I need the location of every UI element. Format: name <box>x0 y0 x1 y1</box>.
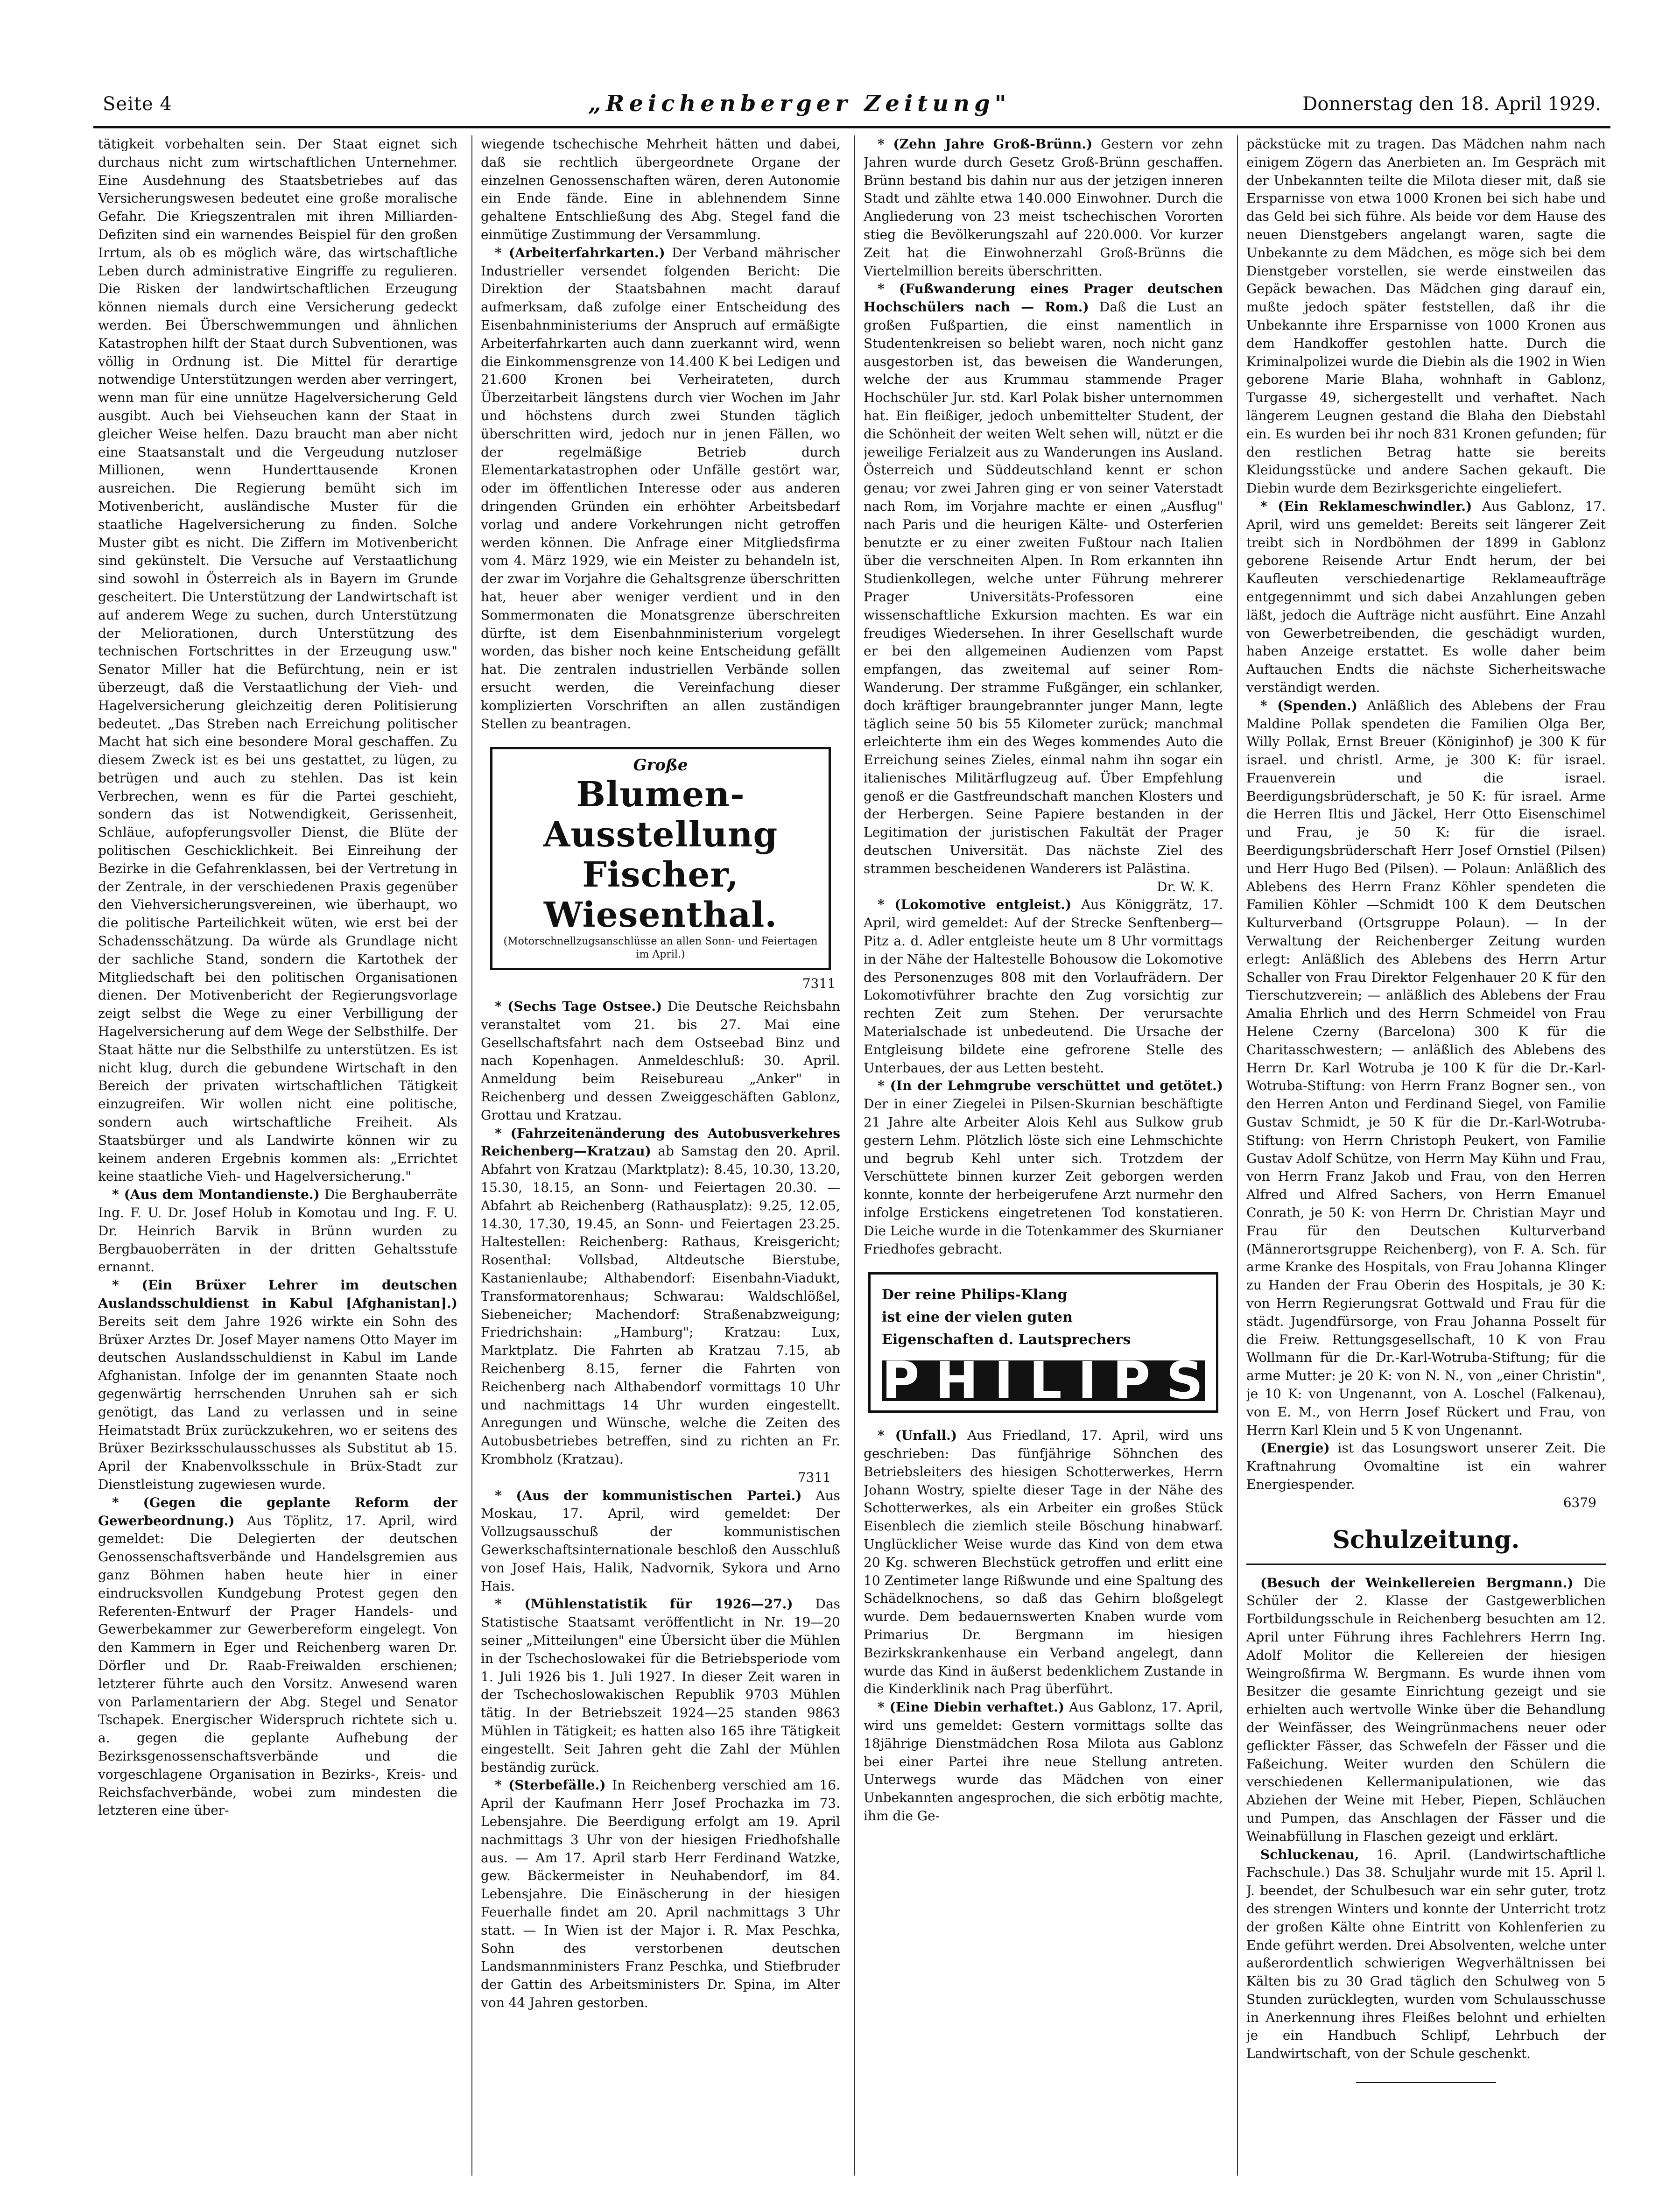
news-item-heading: (Besuch der Weinkellereien Bergmann.) <box>1260 1575 1574 1591</box>
news-item-text: Daß die Lust an großen Fußpartien, die einst namentlich in Studentenkreisen so beliebt waren, noch nicht ganz ausgestorben ist, das beweisen die Wanderungen, welche der aus Krummau stammende Prager Hochschüler Jur. std. Karl Polak bisher unternommen hat. Ein fleißiger, jedoch unbemittelter Student, der die Schönheit der weiten Welt sehen will, nützt er die jeweilige Ferialzeit aus zu Wanderungen ins Ausland. Österreich und Süddeutschland kennt er schon genau; vor zwei Jahren ging er von seiner Vaterstadt nach Rom, im Vorjahre machte er einen „Ausflug" nach Paris und die heurigen Kälte- und Osterferien benutzte er zu einer zweiten Fußtour nach Italien über die verschneiten Alpen. In Rom erkannten ihn Studienkollegen, welche unter Führung mehrerer Prager Universitäts-Professoren eine wissenschaftliche Exkursion machten. Es war ein freudiges Wiedersehen. In ihrer Gesellschaft wurde er bei den allgemeinen Audienzen vom Papst empfangen, das zweitemal auf seiner Rom-Wanderung. Der stramme Fußgänger, ein schlanker, doch kräftiger braungebrannter junger Mann, legte täglich seine 50 bis 55 Kilometer zurück; manchmal erleichterte ihm ein des Weges kommendes Auto die Erreichung seines Zieles, einmal nahm ihn sogar ein italienisches Militärflugzeug auf. Über Empfehlung genoß er die Gastfreundschaft manchen Klosters und der Herbergen. Seine Papiere bestanden in der Legitimation der juristischen Fakultät der Prager deutschen Universität. Das nächste Ziel des strammen bescheidenen Wanderers ist Palästina. <box>864 299 1223 876</box>
ad-kicker: Große <box>633 756 688 775</box>
news-item <box>481 1487 840 1596</box>
news-item-heading: * (Zehn Jahre Groß-Brünn.) <box>878 136 1093 152</box>
page-header <box>93 84 1610 126</box>
news-item-heading: * (Spenden.) <box>1260 697 1358 713</box>
news-item-heading: * (Lokomotive entgleist.) <box>878 897 1072 913</box>
news-item-text: Aus Gablonz, 17. April, wird uns gemeldet: Gestern vormittags sollte das 18jährige Dienstmädchen Rosa Milota aus Gablonz bei einer Partei ihre neue Stellung antreten. Unterwegs wurde das Mädchen von einer Unbekannten angesprochen, die sich erbötig machte, ihm die Ge- <box>864 1699 1223 1824</box>
ad-text-line: Eigenschaften d. Lautsprechers <box>882 1331 1131 1348</box>
news-item-text: Bereits seit dem Jahre 1926 wirkte ein Sohn des Brüxer Arztes Dr. Josef Mayer namens Otto Mayer im deutschen Auslandsschuldienst in Kabul im Lande Afghanistan. Infolge der im genannten Staate noch gegenwärtig herrschenden Unruhen sah er sich genötigt, das Land zu verlassen und in seine Heimatstadt Brüx zurückzukehren, wo er seitens des Brüxer Bezirksschulausschusses als Substitut ab 15. April der Knabenvolksschule in Brüx-Stadt zur Dienstleistung zugewiesen wurde. <box>98 1313 457 1492</box>
news-item-heading: * (In der Lehmgrube verschüttet und getötet.) <box>878 1078 1223 1094</box>
news-item-text: Aus Friedland, 17. April, wird uns geschrieben: Das fünfjährige Söhnchen des Betriebsleiters des hiesigen Schotterwerkes, Herrn Johann Wostry, spielte dieser Tage in der Nähe des Schotterwerkes, als ein Arbeiter ein großes Stück Eisenblech die ziemlich steile Böschung hinabwarf. Unglücklicher Weise wurde das Kind von dem etwa 20 Kg. schweren Blechstück getroffen und erlitt eine 10 Zentimeter lange Rißwunde und eine Spaltung des Schädelknochens, so daß das Gehirn bloßgelegt wurde. Dem bedauernswerten Knaben wurde vom Primarius Dr. Bergmann im hiesigen Bezirkskrankenhause ein Verband angelegt, dann wurde das Kind in äußerst bedenklichem Zustande in die Kinderklinik nach Prag überführt. <box>864 1428 1223 1697</box>
news-item <box>98 1186 457 1276</box>
news-item-heading: * (Unfall.) <box>878 1428 957 1444</box>
news-item-heading: * (Aus dem Montandienste.) <box>112 1187 320 1203</box>
news-item-text: Die Berghauberräte Ing. F. U. Dr. Josef Holub in Komotau und Ing. F. U. Dr. Heinrich Barvik in Brünn wurden zu Bergbauoberräten in der dritten Gehaltsstufe ernannt. <box>98 1187 457 1275</box>
article-paragraph: päckstücke mit zu tragen. Das Mädchen nahm nach einigem Zögern das Anerbieten an. Im Gespräch mit der Unbekannten teilte die Milota dieser mit, daß sie Ersparnisse von etwa 1000 Kronen bei sich habe und das Geld bei sich führe. Als beide vor dem Hause des neuen Dienstgebers angelangt waren, sagte die Unbekannte zu dem Mädchen, es möge sich bei dem Dienstgeber vorstellen, sie werde einstweilen das Gepäck bewachen. Das Mädchen ging darauf ein, mußte jedoch später feststellen, daß ihr die Unbekannte ihre Ersparnisse von 1000 Kronen aus dem Handkoffer gestohlen hatte. Durch die Kriminalpolizei wurde die Diebin als die 1902 in Wien geborene Marie Blaha, wohnhaft in Gablonz, Turgasse 49, sichergestellt und verhaftet. Nach längerem Leugnen gestand die Blaha den Diebstahl ein. Es wurden bei ihr noch 831 Kronen gefunden; für den restlichen Betrag hatte sie bereits Kleidungsstücke und andere Sachen gekauft. Die Diebin wurde dem Bezirksgerichte eingeliefert. <box>1246 136 1606 496</box>
news-item <box>481 1125 840 1469</box>
page-number: Seite 4 <box>103 93 172 115</box>
news-item-heading: Schluckenau, <box>1260 1846 1359 1862</box>
news-item <box>1246 697 1606 1440</box>
ad-headline-2: Fischer, Wiesenthal. <box>543 855 778 936</box>
advertisement-flower-show <box>490 747 831 970</box>
ad-text-line: ist eine der vielen guten <box>882 1309 1073 1326</box>
news-item-heading: * (Sechs Tage Ostsee.) <box>495 999 662 1014</box>
author-signature: Dr. W. K. <box>1156 879 1214 895</box>
philips-logo: PHILIPS <box>882 1351 1219 1411</box>
column-divider <box>1237 135 1238 2176</box>
section-rule <box>1246 1564 1606 1565</box>
news-item <box>98 1494 457 1820</box>
news-item-text: Aus Töplitz, 17. April, wird gemeldet: Die Delegierten der deutschen Genossenschaftsverbände und Handelsgremien aus ganz Böhmen haben heute hier in einer eindrucksvollen Kundgebung Protest gegen den Referenten-Entwurf der Prager Handels- und Gewerbekammer zur Gewerbereform eingelegt. Von den Kammern in Eger und Reichenberg waren Dr. Dörfler und Dr. Raab-Freiwalden erschienen; letzterer führte auch den Vorsitz. Anwesend waren von Parlamentariern der Abg. Stegel und Senator Tschapek. Energischer Widerspruch richtete sich u. a. gegen die geplante Aufhebung der Bezirksgenossenschaftsverbände und die vorgeschlagene Organisation in Bezirks-, Kreis- und Reichsfachverbände, wobei zum mindesten die letzteren eine über- <box>98 1513 457 1818</box>
news-item <box>864 135 1223 280</box>
news-item-text: ab Samstag den 20. April. Abfahrt von Kratzau (Marktplatz): 8.45, 10.30, 13.20, 15.30, 18.15, an Sonn- und Feiertagen 20.30. — Abfahrt ab Reichenberg (Rathausplatz): 9.25, 12.05, 14.30, 17.30, 19.45, an Sonn- und Feiertagen 23.25. Haltestellen: Reichenberg: Rathaus, Kreisgericht; Rosenthal: Vollsbad, Altdeutsche Bierstube, Kastanienlaube; Althabendorf: Eisenbahn-Viadukt, Transformatorenhaus; Schwarau: Waldschlößel, Siebeneicher; Machendorf: Straßenabzweigung; Friedrichshain: „Hamburg"; Kratzau: Lux, Marktplatz. Die Fahrten ab Kratzau 7.15, ab Reichenberg 8.15, ferner die Fahrten von Reichenberg nach Althabendorf vormittags 10 Uhr und nachmittags 14 Uhr wurden eingestellt. Anregungen und Wünsche, welche die Zeiten des Autobusbetriebes betreffen, sind zu richten an Fr. Krombholz (Kratzau). <box>481 1143 840 1467</box>
news-item <box>481 1776 840 2012</box>
news-item-heading: * (Fußwanderung eines Prager deutschen Hochschülers nach — Rom.) <box>864 281 1223 315</box>
news-item-text: 16. April. (Landwirtschaftliche Fachschule.) Das 38. Schuljahr wurde mit 15. April l. J. beendet, der Schulbesuch war ein sehr guter, trotz des strengen Winters und konnte der Unterricht trotz der großen Kälte ohne Eintritt von Kohlenferien zu Ende geführt werden. Drei Absolventen, welche unter außerordentlich schwierigen Wegverhältnissen bei Kälten bis zu 30 Grad täglich den Schulweg von 5 Stunden zurücklegten, wurden vom Schulausschusse in Anerkennung ihres Fleißes belohnt und erhielten je ein Handbuch Schlipf, Lehrbuch der Landwirtschaft, von der Schule geschenkt. <box>1246 1846 1606 2062</box>
news-item-heading: * (Sterbefälle.) <box>495 1777 606 1793</box>
news-item-text: Gestern vor zehn Jahren wurde durch Gesetz Groß-Brünn geschaffen. Brünn bestand bis dahin nur aus der jetzigen inneren Stadt und zählte etwa 140.000 Einwohner. Durch die Angliederung von 23 meist tschechischen Vororten stieg die Bevölkerungszahl auf 220.000. Vor kurzer Zeit hat die Einwohnerzahl Groß-Brünns die Viertelmillion bereits überschritten. <box>864 136 1223 279</box>
ad-note: (Motorschnellzugsanschlüsse an allen Sonn- und Feiertagen im April.) <box>503 936 818 961</box>
ad-headline: Blumen-Ausstellung <box>543 775 778 855</box>
news-item-heading: * (Arbeiterfahrkarten.) <box>495 245 665 261</box>
news-item <box>481 998 840 1125</box>
news-item-heading: * (Gegen die geplante Reform der Gewerbeordnung.) <box>98 1494 457 1529</box>
column-divider <box>854 135 855 2176</box>
news-item <box>864 1698 1223 1825</box>
news-item <box>481 244 840 733</box>
news-item-text: Anläßlich des Ablebens der Frau Maldine Pollak spendeten die Familien Olga Ber, Willy Pollak, Ernst Breuer (Königinhof) je 300 K für israel. und christl. Arme, je 300 K: für israel. Frauenverein und die israel. Beerdigungsbrüderschaft, je 50 K: für israel. Arme die Herren Iltis und Jäckel, Herr Otto Eisenschimel und Frau, je 50 K: für die israel. Beerdigungsbrüderschaft Herr Josef Ornstiel (Pilsen) und Herr Hugo Bed (Pilsen). — Polaun: Anläßlich des Ablebens des Herrn Franz Köhler spendeten die Familien Köhler —Schmidt 100 K dem Deutschen Kulturverband (Ortsgruppe Polaun). — In der Verwaltung der Reichenberger Zeitung wurden erlegt: Anläßlich des Ablebens des Herrn Artur Schaller von Frau Direktor Felgenhauer 20 K für den Tierschutzverein; — anläßlich des Ablebens der Frau Amalia Ehrlich und des Herrn Schmeidel von Frau Helene Czerny (Barcelona) 300 K für die Charitasschwestern; — anläßlich des Ablebens des Herrn Dr. Karl Wotruba je 100 K für die Dr.-Karl-Wotruba-Stiftung: von Herrn Franz Bogner sen., von den Herren Anton und Ferdinand Siegel, von Familie Gustav Schmidt, je 50 K für die Dr.-Karl-Wotruba-Stiftung: von Herrn Christoph Peukert, von Familie Gustav Adolf Schütze, von Herrn May Kühn und Frau, von Herrn Franz Jakob und Frau, von den Herren Alfred und Alfred Sachers, von Herrn Emanuel Conrath, je 50 K: von Herrn Dr. Christian Mayr und Frau für den Deutschen Kulturverband (Männerortsgruppe Reichenberg), von F. A. Sch. für arme Kranke des Hospitals, von Frau Johanna Klinger zu Handen der Frau Oberin des Hospitals, je 30 K: von Herrn Regierungsrat Gottwald und Frau für die städt. Jugendfürsorge, von Frau Johanna Posselt für die Freiw. Rettungsgesellschaft, 10 K von Frau Wollmann für die Dr.-Karl-Wotruba-Stiftung; für die arme Mutter: je 20 K: von N. N., von „einer Christin", je 10 K: von Ungenannt, von A. Loschel (Falkenau), von E. M., von Herrn Josef Rückert und Frau, von Herrn Karl Klein und 5 K von Ungenannt. <box>1246 697 1606 1438</box>
news-item-text: Aus Moskau, 17. April, wird gemeldet: Der Vollzugsausschuß der kommunistischen Gewerkschaftsinternationale beschloß den Ausschluß von Josef Hais, Halik, Nadvornik, Sykora und Arno Hais. <box>481 1487 840 1594</box>
newspaper-title: „Reichenberger Zeitung" <box>588 91 1011 117</box>
news-item-heading: (Energie) <box>1260 1440 1330 1456</box>
news-item-heading: * (Fahrzeitenänderung des Autobusverkehres Reichenberg—Kratzau) <box>481 1125 840 1159</box>
header-rule <box>93 126 1610 128</box>
column-divider <box>471 135 472 2176</box>
column-1 <box>98 135 457 2180</box>
advertisement-philips <box>868 1272 1218 1413</box>
news-item-text: ist das Losungswort unserer Zeit. Die Kraftnahrung Ovomaltine ist ein wahrer Energiespender. <box>1246 1440 1606 1492</box>
news-item <box>1246 498 1606 697</box>
news-item-heading: * (Aus der kommunistischen Partei.) <box>495 1487 802 1503</box>
column-2 <box>481 135 840 2180</box>
section-heading-schulzeitung: Schulzeitung. <box>1332 1525 1520 1554</box>
news-item <box>98 1276 457 1494</box>
news-item-text: Der Verband mährischer Industrieller versendet folgenden Bericht: Die Direktion der Staatsbahnen macht darauf aufmerksam, daß zufolge einer Entscheidung des Eisenbahnministeriums der Anspruch auf ermäßigte Arbeiterfahrkarten auch dann zuerkannt wird, wenn die Einkommensgrenze von 14.400 K bei Ledigen und 21.600 Kronen bei Verheirateten, durch Überzeitarbeit längstens durch vier Wochen im Jahr und höchstens durch zwei Stunden täglich überschritten wird, jedoch nur in jenen Fällen, wo der regelmäßige Betrieb durch Elementarkatastrophen oder Unfälle gestört war, oder im öffentlichen Interesse oder aus anderen dringenden Gründen ein erhöhter Arbeitsbedarf vorlag und andere Vorkehrungen nicht getroffen werden können. Die Anfrage einer Mitgliedsfirma vom 4. März 1929, wie ein Meister zu behandeln ist, der zwar im Vorjahre die Gehaltsgrenze überschritten hat, heuer aber weniger verdient und in den Sommermonaten die Monatsgrenze überschreiten dürfte, ist dem Eisenbahnministerium vorgelegt worden, das bisher noch keine Entscheidung gefällt hat. Die zentralen industriellen Verbände sollen ersucht werden, die Vereinfachung dieser komplizierten Vorschriften an allen zuständigen Stellen zu beantragen. <box>481 245 840 732</box>
news-item-text: Das Statistische Staatsamt veröffentlicht in Nr. 19—20 seiner „Mitteilungen" eine Übersicht über die Mühlen in der Tschechoslowakei für die Betriebsperiode vom 1. Juli 1926 bis 1. Juli 1927. In dieser Zeit waren in der Tschechoslowakischen Republik 9703 Mühlen tätig. In der Betriebszeit 1924—25 standen 9863 Mühlen in Tätigkeit; es hatten also 165 ihre Tätigkeit eingestellt. Seit Jahren geht die Zahl der Mühlen beständig zurück. <box>481 1596 840 1775</box>
newspaper-page <box>93 70 1610 2180</box>
news-item <box>1246 1574 1606 1846</box>
article-paragraph: tätigkeit vorbehalten sein. Der Staat eignet sich durchaus nicht zum wirtschaftlichen Unternehmer. Eine Ausdehnung des Staatsbetriebes auf das Versicherungswesen bedeutet eine große moralische Gefahr. Die Kriegszentralen mit ihren Milliarden-Defiziten sind ein warnendes Beispiel für den großen Irrtum, als ob es möglich wäre, das wirtschaftliche Leben durch administrative Eingriffe zu regulieren. Die Risken der landwirtschaftlichen Erzeugung können niemals durch eine Versicherung gedeckt werden. Bei Überschwemmungen und ähnlichen Katastrophen hilft der Staat durch Subventionen, was völlig in Ordnung ist. Die Mittel für derartige notwendige Unterstützungen werden aber verringert, wenn man für eine unnütze Hagelversicherung Geld ausgibt. Auch bei Viehseuchen kann der Staat in gleicher Weise helfen. Dazu braucht man aber nicht eine Staatsanstalt und die Vergeudung nutzloser Millionen, wenn Hunderttausende Kronen ausreichen. Die Regierung bemüht sich im Motivenbericht, ausländische Muster für die staatliche Hagelversicherung zu finden. Solche Muster gibt es nicht. Die Ziffern im Motivenbericht sind gekünstelt. Die Versuche auf Verstaatlichung sind sowohl in Österreich als in Bayern im Grunde gescheitert. Die Unterstützung der Landwirtschaft ist auf anderem Wege zu suchen, durch Unterstützung der Meliorationen, durch Unterstützung des technischen Fortschrittes in der Erzeugung usw." Senator Miller hat die Befürchtung, nein er ist überzeugt, daß die Verstaatlichung der Vieh- und Hagelversicherung gleichzeitig deren Politisierung bedeutet. „Das Streben nach Erreichung politischer Macht hat sich eine besondere Moral geschaffen. Zu diesem Zweck ist es bei uns gestattet, zu lügen, zu betrügen und auch zu stehlen. Das ist kein Verbrechen, wenn es für die Partei geschieht, sondern das ist Notwendigkeit, Gerissenheit, Schläue, aufopferungsvoller Dienst, die Blüte der politischen Geschicklichkeit. Bei Einreihung der Bezirke in die Gefahrenklassen, bei der Vertretung in der Zentrale, in der verschiedenen Praxis gegenüber den Viehversicherungsvereinen, wie überhaupt, wo die politische Parteilichkeit wüten, wie erst bei der Schadensschätzung. Da würde als Grundlage nicht der sachliche Stand, sondern die Kartothek der Mitgliedschaft bei den politischen Organisationen dienen. Der Motivenbericht der Regierungsvorlage zeigt selbst die Wege zu einer Verbilligung der Hagelversicherung auf dem Wege der Selbsthilfe. Der Staat hätte nur die Selbsthilfe zu unterstützen. Es ist nicht klug, durch die gebundene Wirtschaft in den Bereich der privaten wirtschaftlichen Tätigkeit einzugreifen. Wir wollen nicht eine politische, sondern auch wirtschaftliche Freiheit. Als Staatsbürger und als Landwirte können wir zu keinem anderen Ergebnis kommen als: „Errichtet keine staatliche Vieh- und Hagelversicherung." <box>98 136 457 1184</box>
end-rule <box>1356 2082 1496 2083</box>
news-item-heading: * (Ein Brüxer Lehrer im deutschen Auslandsschuldienst in Kabul [Afghanistan].) <box>98 1277 457 1311</box>
column-3 <box>864 135 1223 2180</box>
news-item <box>864 280 1223 878</box>
news-item-text: Die Schüler der 2. Klasse der Gastgewerblichen Fortbildungsschule in Reichenberg besuchten am 12. April unter Führung ihres Fachlehrers Herrn Ing. Adolf Molitor die Kellereien der hiesigen Weingroßfirma W. Bergmann. Es wurde ihnen vom Besitzer die gesamte Einrichtung gezeigt und sie erhielten auch wertvolle Winke über die Behandlung der Weinfässer, des Weingrünmachens neuer oder geflickter Fässer, das Schwefeln der Fässer und die Faßeichung. Weiter wurden den Schülern die verschiedenen Kellermanipulationen, wie das Abziehen der Weine mit Heber, Piepen, Schläuchen und Pumpen, das Anschlagen der Fässer und die Weinabfüllung in Flaschen gezeigt und erklärt. <box>1246 1575 1606 1844</box>
news-item-text: Aus Königgrätz, 17. April, wird gemeldet: Auf der Strecke Senftenberg—Pitz a. d. Adler entgleiste heute um 8 Uhr vormittags in der Nähe der Haltestelle Bohousow die Lokomotive des Personenzuges 808 mit den Vorlaufrädern. Der Lokomotivführer brachte den Zug vorsichtig zur rechten Zeit zum Stehen. Der verursachte Materialschade ist unbedeutend. Die Ursache der Entgleisung bildete eine gefrorene Stelle des Unterbaues, der aus Letten besteht. <box>864 897 1223 1076</box>
column-4 <box>1246 135 1606 2180</box>
issue-date: Donnerstag den 18. April 1929. <box>1302 93 1601 115</box>
ad-number: 7311 <box>802 976 836 992</box>
news-item-text: In Reichenberg verschied am 16. April der Kaufmann Herr Josef Prochazka im 73. Lebensjahre. Die Beerdigung erfolgt am 19. April nachmittags 3 Uhr von der hiesigen Friedhofshalle aus. — Am 17. April starb Herr Ferdinand Watzke, gew. Bäckermeister in Neuhabendorf, im 84. Lebensjahre. Die Einäscherung in der hiesigen Feuerhalle findet am 20. April nachmittags 3 Uhr statt. — In Wien ist der Major i. R. Max Peschka, Sohn des verstorbenen deutschen Landsmannministers Franz Peschka, und Stiefbruder der Gattin des Arbeitsministers Dr. Spina, im Alter von 44 Jahren gestorben. <box>481 1777 840 2010</box>
news-item-text: Aus Gablonz, 17. April, wird uns gemeldet: Bereits seit längerer Zeit treibt sich in Nordböhmen der 1899 in Gablonz geborene Reisende Artur Endt herum, der bei Kaufleuten verschiedenartige Reklameaufträge entgegennimmt und sich dabei Anzahlungen geben läßt, jedoch die Aufträge nicht ausführt. Eine Anzahl von Gewerbetreibenden, die geschädigt wurden, haben Anzeige erstattet. Es wolle daher beim Auftauchen Endts die nächste Sicherheitswache verständigt werden. <box>1246 498 1606 695</box>
news-item-text: Die Deutsche Reichsbahn veranstaltet vom 21. bis 27. Mai eine Gesellschaftsfahrt nach dem Ostseebad Binz und nach Kopenhagen. Anmeldeschluß: 30. April. Anmeldung beim Reisebureau „Anker" in Reichenberg und dessen Zweiggeschäften Gablonz, Grottau und Kratzau. <box>481 999 840 1123</box>
ad-number: 6379 <box>1563 1494 1596 1510</box>
ad-number: 7311 <box>797 1469 831 1485</box>
news-item-heading: * (Mühlenstatistik für 1926—27.) <box>495 1596 793 1612</box>
article-paragraph: wiegende tschechische Mehrheit hätten und dabei, daß sie rechtlich übergeordnete Organe der einzelnen Genossenschaften wären, deren Autonomie ein Ende fände. Eine in ablehnendem Sinne gehaltene Entschließung des Abg. Stegel fand die einmütige Zustimmung der Versammlung. <box>481 136 840 242</box>
news-item-text: Der in einer Ziegelei in Pilsen-Skurnian beschäftigte 21 Jahre alte Arbeiter Alois Kehl aus Sulkow grub gestern Lehm. Plötzlich löste sich eine Lehmschichte und begrub Kehl unter sich. Trotzdem der Verschüttete binnen kurzer Zeit geborgen werden konnte, konnte der herbeigerufene Arzt nurmehr den infolge Erstickens eingetretenen Tod konstatieren. Die Leiche wurde in die Totenkammer des Skurnianer Friedhofes gebracht. <box>864 1096 1223 1257</box>
ad-text-line: Der reine Philips-Klang <box>882 1287 1068 1303</box>
news-item <box>1246 1439 1606 1493</box>
news-item-heading: * (Eine Diebin verhaftet.) <box>878 1699 1064 1715</box>
news-item <box>864 896 1223 1077</box>
news-item-heading: * (Ein Reklameschwindler.) <box>1260 498 1472 514</box>
news-item <box>1246 1846 1606 2064</box>
news-item <box>864 1077 1223 1258</box>
news-item <box>864 1427 1223 1698</box>
news-item <box>481 1595 840 1776</box>
